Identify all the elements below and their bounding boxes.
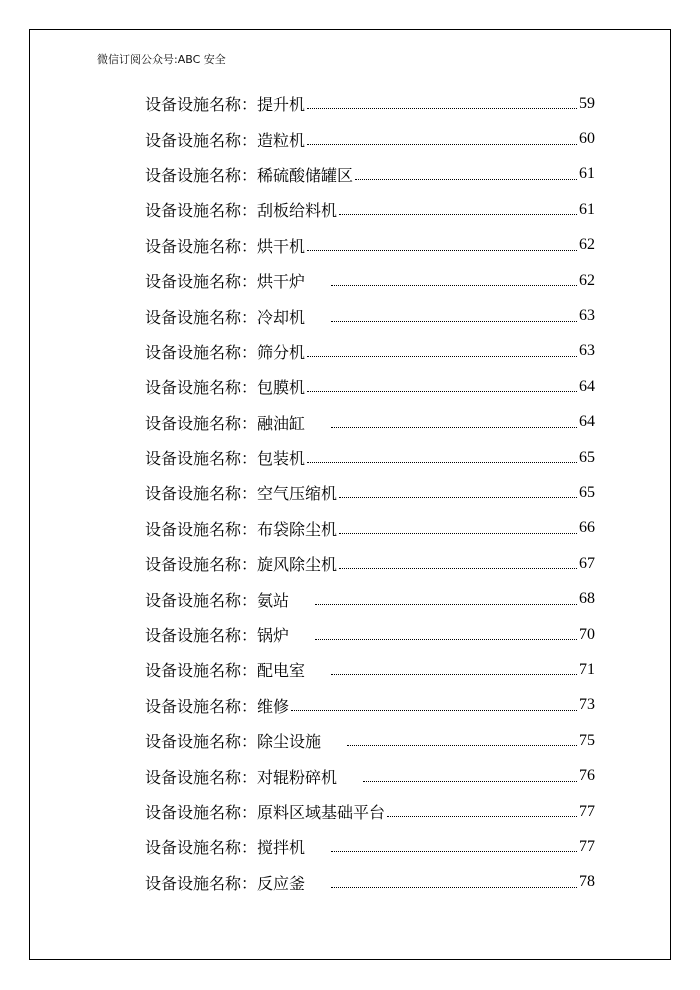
toc-entry[interactable]: [145, 86, 595, 121]
toc-entry[interactable]: [145, 581, 595, 616]
toc-entry-page: 76: [579, 767, 595, 785]
toc-entry-prefix: 设备设施名称：: [145, 484, 258, 504]
toc-entry-page: 64: [579, 377, 595, 395]
toc-leader-dots: [331, 285, 577, 286]
toc-entry[interactable]: [145, 192, 595, 227]
toc-entry-prefix: 设备设施名称：: [145, 590, 258, 610]
toc-entry-prefix: 设备设施名称：: [145, 378, 258, 398]
toc-entry-name: 融油缸: [257, 413, 306, 433]
toc-entry-prefix: 设备设施名称：: [145, 130, 258, 150]
toc-entry-prefix: 设备设施名称：: [145, 696, 258, 716]
toc-leader-dots: [339, 533, 577, 534]
toc-entry-prefix: 设备设施名称：: [145, 272, 258, 292]
toc-entry-name: 除尘设施: [257, 732, 322, 752]
toc-entry-page: 73: [579, 696, 595, 714]
toc-entry[interactable]: [145, 652, 595, 687]
page-header: 微信订阅公众号:ABC 安全: [97, 53, 226, 66]
toc-entry-name: 筛分机: [257, 342, 306, 362]
toc-leader-dots: [307, 108, 577, 109]
toc-leader-dots: [339, 568, 577, 569]
toc-leader-dots: [347, 745, 577, 746]
toc-entry-name: 配电室: [257, 661, 306, 681]
toc-entry-page: 62: [579, 236, 595, 254]
toc-entry-name: 包装机: [257, 449, 306, 469]
toc-entry-prefix: 设备设施名称：: [145, 661, 258, 681]
toc-leader-dots: [291, 710, 577, 711]
toc-entry[interactable]: [145, 688, 595, 723]
toc-entry-prefix: 设备设施名称：: [145, 873, 258, 893]
toc-entry-page: 65: [579, 483, 595, 501]
table-of-contents: [145, 86, 595, 900]
toc-leader-dots: [363, 781, 577, 782]
toc-entry-prefix: 设备设施名称：: [145, 767, 258, 787]
toc-entry-page: 61: [579, 200, 595, 218]
toc-entry[interactable]: [145, 440, 595, 475]
toc-entry-name: 反应釜: [257, 873, 306, 893]
toc-leader-dots: [355, 179, 577, 180]
toc-entry-name: 造粒机: [257, 130, 306, 150]
toc-entry[interactable]: [145, 475, 595, 510]
toc-leader-dots: [339, 214, 577, 215]
toc-leader-dots: [331, 674, 577, 675]
toc-entry-name: 稀硫酸储罐区: [257, 165, 354, 185]
toc-entry[interactable]: [145, 298, 595, 333]
toc-entry-page: 62: [579, 271, 595, 289]
toc-entry[interactable]: [145, 723, 595, 758]
toc-entry-prefix: 设备设施名称：: [145, 838, 258, 858]
toc-leader-dots: [339, 497, 577, 498]
toc-entry-page: 59: [579, 94, 595, 112]
toc-entry[interactable]: [145, 369, 595, 404]
toc-entry-page: 65: [579, 448, 595, 466]
toc-entry-page: 77: [579, 802, 595, 820]
toc-entry-name: 搅拌机: [257, 838, 306, 858]
toc-entry-name: 布袋除尘机: [257, 519, 338, 539]
toc-entry-page: 78: [579, 873, 595, 891]
toc-leader-dots: [331, 887, 577, 888]
toc-entry-prefix: 设备设施名称：: [145, 201, 258, 221]
toc-leader-dots: [307, 144, 577, 145]
toc-leader-dots: [387, 816, 577, 817]
toc-entry-prefix: 设备设施名称：: [145, 803, 258, 822]
toc-entry-page: 75: [579, 731, 595, 749]
toc-entry-name: 冷却机: [257, 307, 306, 327]
toc-entry-prefix: 设备设施名称：: [145, 307, 258, 327]
toc-entry-name: 提升机: [257, 95, 306, 115]
toc-entry-prefix: 设备设施名称：: [145, 236, 258, 256]
toc-leader-dots: [307, 462, 577, 463]
toc-entry-prefix: 设备设施名称：: [145, 95, 258, 115]
toc-entry-name: 空气压缩机: [257, 484, 338, 504]
toc-entry[interactable]: [145, 617, 595, 652]
toc-entry-prefix: 设备设施名称：: [145, 626, 258, 646]
toc-entry[interactable]: [145, 758, 595, 793]
toc-entry-name: 刮板给料机: [257, 201, 338, 221]
toc-entry[interactable]: [145, 157, 595, 192]
toc-entry-page: 61: [579, 165, 595, 183]
toc-leader-dots: [315, 604, 577, 605]
toc-entry[interactable]: [145, 829, 595, 864]
toc-leader-dots: [331, 321, 577, 322]
toc-entry[interactable]: [145, 865, 595, 900]
toc-entry-page: 68: [579, 590, 595, 608]
toc-entry-page: 70: [579, 625, 595, 643]
toc-entry-prefix: 设备设施名称：: [145, 519, 258, 539]
toc-entry-page: 63: [579, 307, 595, 325]
toc-entry-name: 氨站: [257, 590, 290, 610]
toc-entry-name: 原料区域基础平台: [257, 803, 386, 822]
toc-entry-prefix: 设备设施名称：: [145, 732, 258, 752]
toc-entry-page: 63: [579, 342, 595, 360]
toc-entry-name: 对辊粉碎机: [257, 767, 338, 787]
toc-leader-dots: [315, 639, 577, 640]
toc-entry[interactable]: [145, 546, 595, 581]
toc-entry[interactable]: [145, 511, 595, 546]
toc-leader-dots: [331, 851, 577, 852]
toc-entry[interactable]: [145, 405, 595, 440]
toc-entry-name: 维修: [257, 696, 290, 716]
toc-entry-page: 66: [579, 519, 595, 537]
toc-entry-page: 64: [579, 413, 595, 431]
toc-entry-name: 包膜机: [257, 378, 306, 398]
toc-entry-page: 67: [579, 554, 595, 572]
toc-leader-dots: [331, 427, 577, 428]
toc-entry-page: 77: [579, 837, 595, 855]
toc-entry-prefix: 设备设施名称：: [145, 165, 258, 185]
toc-entry-prefix: 设备设施名称：: [145, 555, 258, 575]
toc-entry[interactable]: [145, 794, 595, 829]
toc-entry-page: 60: [579, 130, 595, 148]
toc-entry-page: 71: [579, 660, 595, 678]
toc-entry[interactable]: [145, 121, 595, 156]
toc-entry-name: 旋风除尘机: [257, 555, 338, 575]
toc-entry-prefix: 设备设施名称：: [145, 413, 258, 433]
toc-entry-name: 烘干机: [257, 236, 306, 256]
toc-entry[interactable]: [145, 334, 595, 369]
toc-leader-dots: [307, 391, 577, 392]
toc-entry[interactable]: [145, 263, 595, 298]
toc-entry-prefix: 设备设施名称：: [145, 449, 258, 469]
toc-entry-prefix: 设备设施名称：: [145, 342, 258, 362]
toc-entry-name: 烘干炉: [257, 272, 306, 292]
toc-leader-dots: [307, 250, 577, 251]
toc-entry[interactable]: [145, 228, 595, 263]
toc-leader-dots: [307, 356, 577, 357]
toc-entry-name: 锅炉: [257, 626, 290, 646]
